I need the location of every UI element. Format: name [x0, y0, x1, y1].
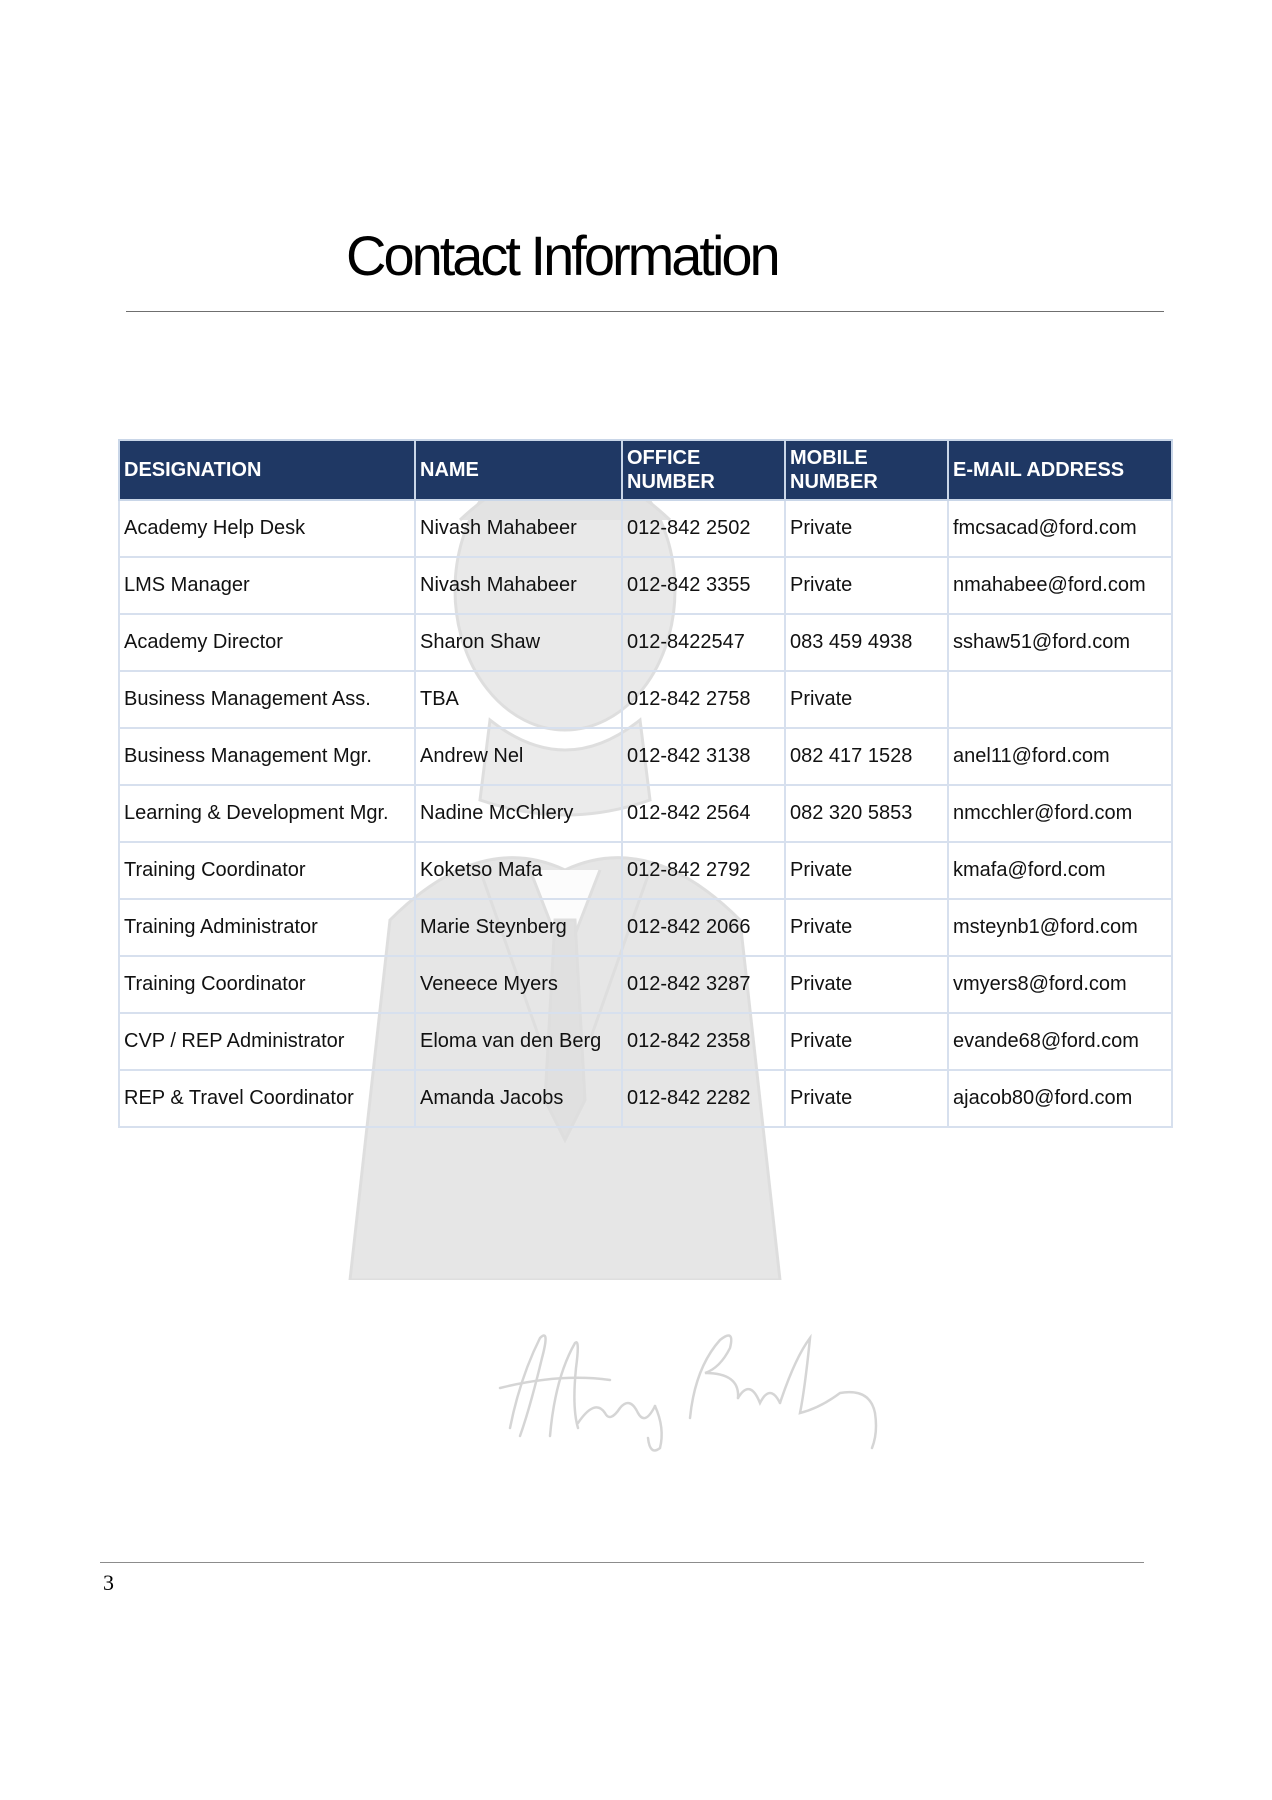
- cell-email: [948, 671, 1172, 728]
- header-mobile-line1: MOBILE: [790, 447, 868, 469]
- cell-name: Nadine McChlery: [415, 785, 622, 842]
- cell-mobile: Private: [785, 842, 948, 899]
- cell-office: 012-842 3355: [622, 557, 785, 614]
- table-row: [119, 785, 1172, 842]
- cell-designation: CVP / REP Administrator: [119, 1013, 415, 1070]
- cell-email[interactable]: anel11@ford.com: [948, 728, 1172, 785]
- cell-mobile: Private: [785, 671, 948, 728]
- cell-mobile: Private: [785, 1013, 948, 1070]
- cell-designation: Academy Help Desk: [119, 500, 415, 557]
- cell-mobile: Private: [785, 899, 948, 956]
- cell-mobile: Private: [785, 500, 948, 557]
- cell-designation: Training Coordinator: [119, 842, 415, 899]
- table-row: [119, 899, 1172, 956]
- cell-name: Marie Steynberg: [415, 899, 622, 956]
- cell-designation: LMS Manager: [119, 557, 415, 614]
- cell-designation: Academy Director: [119, 614, 415, 671]
- cell-name: Nivash Mahabeer: [415, 557, 622, 614]
- cell-email[interactable]: ajacob80@ford.com: [948, 1070, 1172, 1127]
- table-row: [119, 614, 1172, 671]
- header-mobile-line2: NUMBER: [790, 471, 878, 493]
- header-mobile-number: [785, 440, 948, 500]
- table-row: [119, 1070, 1172, 1127]
- cell-name: Koketso Mafa: [415, 842, 622, 899]
- page-title: Contact Information: [346, 224, 778, 287]
- cell-office: 012-842 2358: [622, 1013, 785, 1070]
- header-name: NAME: [415, 440, 622, 500]
- table-row: [119, 728, 1172, 785]
- cell-office: 012-842 2282: [622, 1070, 785, 1127]
- cell-mobile: Private: [785, 956, 948, 1013]
- cell-designation: Learning & Development Mgr.: [119, 785, 415, 842]
- table-row: [119, 842, 1172, 899]
- cell-email[interactable]: nmcchler@ford.com: [948, 785, 1172, 842]
- title-divider: [126, 311, 1164, 312]
- table-row: [119, 1013, 1172, 1070]
- cell-designation: Training Administrator: [119, 899, 415, 956]
- cell-mobile: 082 417 1528: [785, 728, 948, 785]
- cell-office: 012-842 2502: [622, 500, 785, 557]
- cell-email[interactable]: kmafa@ford.com: [948, 842, 1172, 899]
- header-office-line2: NUMBER: [627, 471, 715, 493]
- cell-office: 012-842 2792: [622, 842, 785, 899]
- header-office-number: [622, 440, 785, 500]
- signature-watermark: [480, 1318, 900, 1458]
- cell-name: Andrew Nel: [415, 728, 622, 785]
- table-row: [119, 956, 1172, 1013]
- cell-designation: REP & Travel Coordinator: [119, 1070, 415, 1127]
- cell-email[interactable]: vmyers8@ford.com: [948, 956, 1172, 1013]
- cell-name: Sharon Shaw: [415, 614, 622, 671]
- cell-email[interactable]: evande68@ford.com: [948, 1013, 1172, 1070]
- cell-office: 012-842 3138: [622, 728, 785, 785]
- cell-office: 012-8422547: [622, 614, 785, 671]
- cell-designation: Business Management Mgr.: [119, 728, 415, 785]
- page-number: 3: [103, 1570, 114, 1595]
- table-row: [119, 671, 1172, 728]
- cell-designation: Training Coordinator: [119, 956, 415, 1013]
- cell-name: Veneece Myers: [415, 956, 622, 1013]
- cell-office: 012-842 2066: [622, 899, 785, 956]
- cell-designation: Business Management Ass.: [119, 671, 415, 728]
- header-office-line1: OFFICE: [627, 447, 701, 469]
- cell-email[interactable]: sshaw51@ford.com: [948, 614, 1172, 671]
- cell-email[interactable]: nmahabee@ford.com: [948, 557, 1172, 614]
- cell-office: 012-842 2758: [622, 671, 785, 728]
- header-email-address: E-MAIL ADDRESS: [948, 440, 1172, 500]
- table-header-row: [119, 440, 1172, 500]
- table-row: [119, 557, 1172, 614]
- cell-office: 012-842 2564: [622, 785, 785, 842]
- cell-office: 012-842 3287: [622, 956, 785, 1013]
- contact-table: [118, 439, 1173, 1128]
- cell-mobile: Private: [785, 1070, 948, 1127]
- cell-mobile: 082 320 5853: [785, 785, 948, 842]
- cell-name: Nivash Mahabeer: [415, 500, 622, 557]
- cell-email[interactable]: msteynb1@ford.com: [948, 899, 1172, 956]
- cell-name: TBA: [415, 671, 622, 728]
- footer-divider: [100, 1562, 1144, 1563]
- cell-mobile: Private: [785, 557, 948, 614]
- table-row: [119, 500, 1172, 557]
- cell-name: Eloma van den Berg: [415, 1013, 622, 1070]
- cell-email[interactable]: fmcsacad@ford.com: [948, 500, 1172, 557]
- cell-name: Amanda Jacobs: [415, 1070, 622, 1127]
- header-designation: DESIGNATION: [119, 440, 415, 500]
- cell-mobile: 083 459 4938: [785, 614, 948, 671]
